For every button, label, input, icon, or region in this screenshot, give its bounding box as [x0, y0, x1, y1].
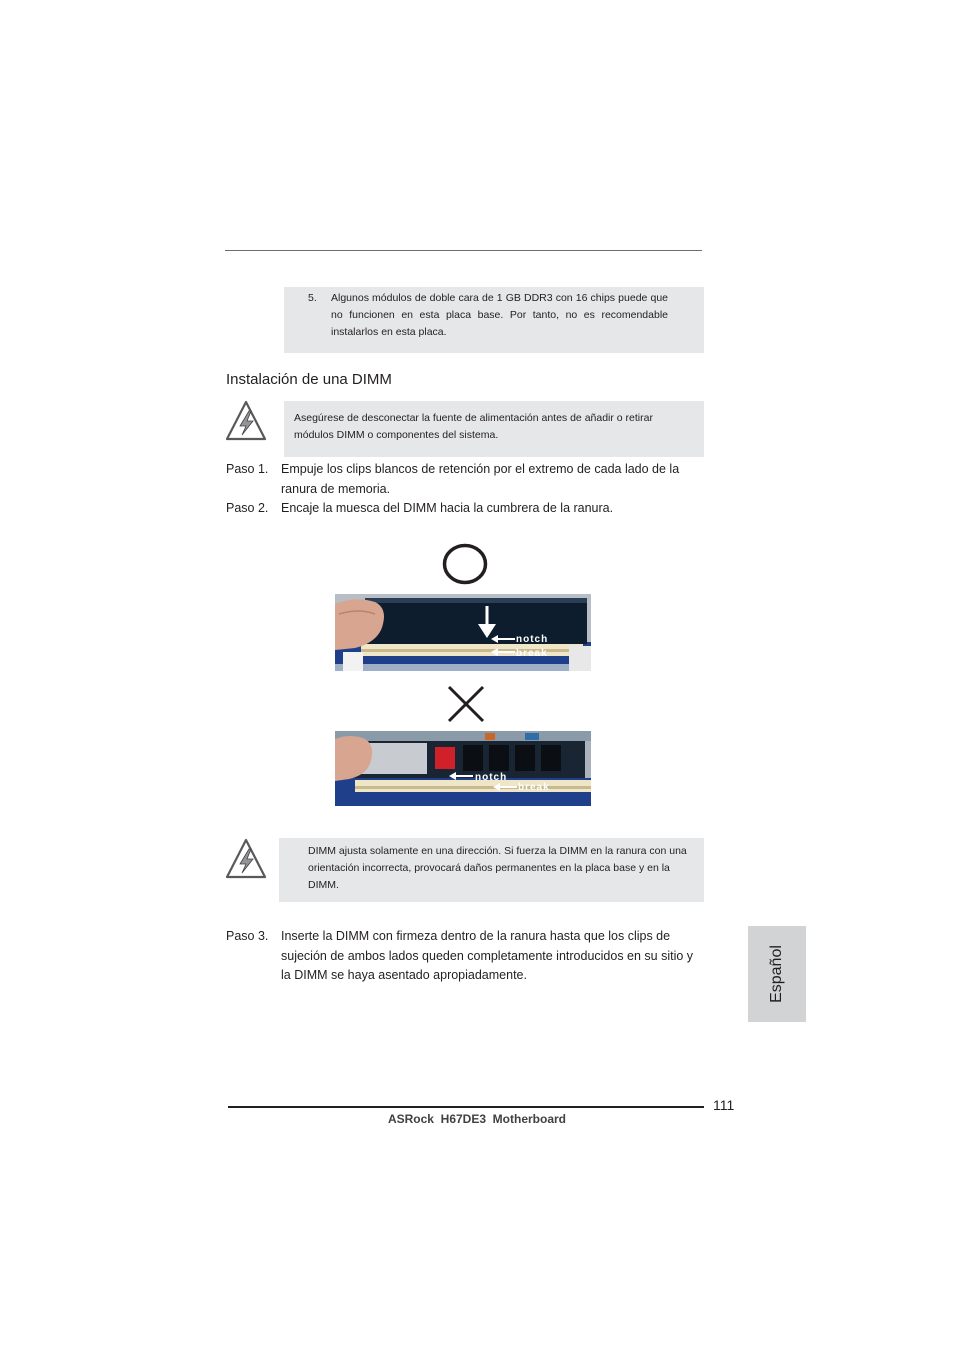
correct-circle-icon [442, 543, 488, 585]
warning-lightning-icon [224, 400, 268, 442]
note-number: 5. [308, 292, 317, 304]
wrong-notch-label: notch [475, 772, 508, 783]
correct-break-label: break [516, 648, 548, 659]
language-tab [748, 926, 806, 1022]
note-text: Algunos módulos de doble cara de 1 GB DDR3 con 16 chips puede que no funcionen en esta placa base. Por tanto, no es recomendable instalarlos en esta placa. [331, 292, 668, 338]
section-title: Instalación de una DIMM [226, 371, 392, 388]
warning-lightning-icon [224, 838, 268, 880]
footer-rule [228, 1106, 704, 1108]
step-2-label: Paso 2. [226, 501, 269, 515]
step-2-text: Encaje la muesca del DIMM hacia la cumbrera de la ranura. [281, 501, 614, 515]
step-3-label: Paso 3. [226, 929, 269, 943]
warning-text: Asegúrese de desconectar la fuente de alimentación antes de añadir o retirar módulos DIMM o componentes del sistema. [294, 412, 653, 441]
step-1-label: Paso 1. [226, 462, 269, 476]
footer-title: ASRock H67DE3 Motherboard [387, 1112, 567, 1126]
header-rule [225, 250, 702, 251]
step-3-text: Inserte la DIMM con firmeza dentro de la ranura hasta que los clips de sujeción de ambos lados queden completamente introducidos en su sitio y la DIMM se haya asentado apropiadamente. [281, 929, 694, 982]
wrong-cross-icon [447, 685, 485, 723]
warning-text-2: DIMM ajusta solamente en una dirección. Si fuerza la DIMM en la ranura con una orientación incorrecta, provocará daños permanentes en la placa base y en la DIMM. [308, 845, 687, 891]
language-tab-label: Español [768, 945, 785, 1003]
wrong-break-label: break [518, 782, 550, 793]
dimm-correct-photo [335, 594, 591, 671]
dimm-wrong-photo [335, 731, 591, 806]
page-number: 111 [713, 1097, 735, 1113]
step-1-text: Empuje los clips blancos de retención por el extremo de cada lado de la ranura de memoria. [281, 462, 680, 496]
correct-notch-label: notch [516, 634, 549, 645]
